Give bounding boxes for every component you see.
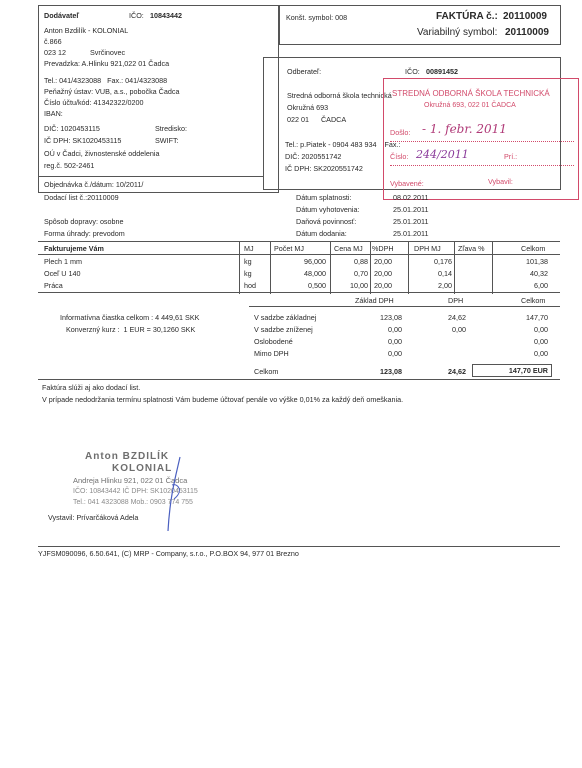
summary-header-divider [249,306,560,307]
stamp-number-value: 244/2011 [416,148,469,161]
item-unit: hod [244,281,256,290]
company-stamp-ids: IČO: 10843442 IČ DPH: SK1020453115 [73,488,198,495]
summary-total-base: 123,08 [380,367,402,376]
date-label: Dátum vyhotovenia: [296,205,360,214]
item-vat: 0,14 [438,269,452,278]
customer-dic: DIČ: 2020551742 [285,152,342,161]
item-total: 40,32 [530,269,548,278]
item-total: 6,00 [534,281,548,290]
item-unit: kg [244,257,252,266]
delivery-note: Dodací list č.:20110009 [44,193,119,202]
invoice-label: FAKTÚRA č.: [436,11,498,22]
date-label: Daňová povinnosť: [296,217,357,226]
summary-total: 0,00 [534,325,548,334]
summary-label: Mimo DPH [254,349,289,358]
summary-vat: 24,62 [448,313,466,322]
conversion-rate: Konverzný kurz : 1 EUR = 30,1260 SKK [66,325,196,334]
customer-line: Okružná 693 [287,103,329,112]
summary-total: 147,70 [526,313,548,322]
item-desc: Práca [44,281,63,290]
item-desc: Oceľ U 140 [44,269,81,278]
stamp-attachment-label: Prí.: [504,152,518,161]
supplier-reg: reg.č. 502-2461 [44,161,95,170]
customer-icdph: IČ DPH: SK2020551742 [285,164,363,173]
supplier-ico: 10843442 [150,11,182,20]
supplier-iban: IBAN: [44,109,63,118]
items-header-divider [38,254,560,255]
company-stamp-phones: Tel.: 041 4323088 Mob.: 0903 774 755 [73,499,193,506]
stamp-number-label: Číslo: [390,152,409,161]
supplier-line: Prevadzka: A.Hlinku 921,022 01 Čadca [44,59,170,68]
stamp-received-value: - 1. febr. 2011 [422,122,507,136]
item-total: 101,38 [526,257,548,266]
summary-label: V sadzbe zníženej [254,325,313,334]
summary-label: Oslobodené [254,337,293,346]
date-value: 25.01.2011 [393,229,429,238]
item-vat-rate: 20,00 [374,269,392,278]
supplier-court: OÚ v Čadci, živnostenské oddelenia [44,149,160,158]
summary-total: 0,00 [534,337,548,346]
supplier-line: Anton Bzdilík - KOLONIAL [44,26,129,35]
company-stamp-address: Andreja Hlinku 921, 022 01 Čadca [73,476,188,485]
supplier-ico-label: IČO: [129,11,144,20]
grand-total: 147,70 EUR [508,366,548,375]
summary-total-label: Celkom [254,367,279,376]
summary-base: 123,08 [380,313,402,322]
item-vat-rate: 20,00 [374,257,392,266]
supplier-icdph: IČ DPH: SK1020453115 [44,136,122,145]
items-header-price: Cena MJ [334,244,363,253]
company-stamp-brand: KOLONIAL [112,463,173,474]
signature [150,455,190,535]
col-sep [454,241,455,294]
stamp-handled-label: Vybavené: [390,179,424,188]
items-header-qty: Počet MJ [274,244,304,253]
payment-method: Forma úhrady: prevodom [44,229,125,238]
supplier-bank: Peňažný ústav: VUB, a.s., pobočka Čadca [44,87,180,96]
col-sep [408,241,409,294]
supplier-phone: Tel.: 041/4323088 Fax.: 041/4323088 [44,76,168,85]
summary-header-vat: DPH [448,296,464,305]
supplier-account: Číslo účtu/kód: 41342322/0200 [44,98,144,107]
supplier-swift-label: SWIFT: [155,136,179,145]
summary-base: 0,00 [388,325,402,334]
customer-phone: Tel.: p.Piatek - 0904 483 934 Fax.: [285,140,401,149]
registry-stamp [383,78,579,200]
col-sep [492,241,493,294]
supplier-line: 023 12 Svrčinovec [44,48,126,57]
item-desc: Plech 1 mm [44,257,82,266]
transport-method: Spôsob dopravy: osobne [44,217,124,226]
col-sep [370,241,371,294]
item-vat: 0,176 [434,257,452,266]
items-table-bottom [38,292,560,293]
stamp-handler-label: Vybavil: [488,177,513,186]
summary-header-total: Celkom [521,296,546,305]
footer-text: YJFSM090096, 6.50.641, (C) MRP - Company, s.r.o., P.O.BOX 94, 977 01 Brezno [38,549,299,558]
col-sep [330,241,331,294]
items-header-desc: Fakturujeme Vám [44,244,104,253]
item-price: 10,00 [350,281,368,290]
order-number: Objednávka č./dátum: 10/2011/ [44,180,144,189]
supplier-center-label: Stredisko: [155,124,187,133]
item-unit: kg [244,269,252,278]
footer-divider [38,546,560,547]
supplier-dic: DIČ: 1020453115 [44,124,100,133]
summary-label: V sadzbe základnej [254,313,317,322]
summary-base: 0,00 [388,337,402,346]
items-header-unit: MJ [244,244,254,253]
date-label: Dátum dodania: [296,229,347,238]
invoice-number: 20110009 [503,11,547,22]
items-header-vat: DPH MJ [414,244,441,253]
supplier-line: č.866 [44,37,62,46]
customer-ico: 00891452 [426,67,458,76]
summary-base: 0,00 [388,349,402,358]
summary-total: 0,00 [534,349,548,358]
item-price: 0,88 [354,257,368,266]
stamp-received-label: Došlo: [390,128,411,137]
supplier-divider [38,176,263,177]
item-vat: 2,00 [438,281,452,290]
items-header-discount: Zľava % [458,244,485,253]
variable-symbol: 20110009 [505,27,549,38]
stamp-line [390,165,574,166]
date-value: 25.01.2011 [393,205,429,214]
customer-title: Odberateľ: [287,67,322,76]
customer-line: 022 01 ČADCA [287,115,347,124]
company-stamp-name: Anton BZDILÍK [85,451,170,462]
variable-symbol-label: Variabilný symbol: [417,27,498,38]
stamp-school-name: STREDNÁ ODBORNÁ ŠKOLA TECHNICKÁ [392,89,550,98]
items-table-top [38,241,560,242]
item-qty: 0,500 [308,281,326,290]
stamp-school-address: Okružná 693, 022 01 ČADCA [424,102,516,109]
col-sep [270,241,271,294]
summary-bottom [38,379,560,380]
col-sep [239,241,240,294]
date-value: 08.02.2011 [393,193,429,202]
info-total: Informatívna čiastka celkom : 4 449,61 SKK [60,313,200,322]
items-header-total: Celkom [521,244,546,253]
stamp-line [390,141,574,142]
note-line: Faktúra slúži aj ako dodací list. [42,383,141,392]
supplier-title: Dodávateľ [44,11,80,20]
items-header-vat-rate: %DPH [372,244,394,253]
summary-vat: 0,00 [452,325,466,334]
date-value: 25.01.2011 [393,217,429,226]
customer-line: Stredná odborná škola technická [287,91,392,100]
item-vat-rate: 20,00 [374,281,392,290]
summary-total-vat: 24,62 [448,367,466,376]
customer-ico-label: IČO: [405,67,420,76]
const-symbol: Konšt. symbol: 008 [286,13,348,22]
item-qty: 96,000 [304,257,326,266]
item-price: 0,70 [354,269,368,278]
item-qty: 48,000 [304,269,326,278]
issued-by: Vystavil: Prívarčáková Adela [48,513,139,522]
date-label: Dátum splatnosti: [296,193,352,202]
summary-header-base: Základ DPH [355,296,394,305]
note-line: V prípade nedodržania termínu splatnosti Vám budeme účtovať penále vo výške 0,01% za každý deň omeškania. [42,395,404,404]
